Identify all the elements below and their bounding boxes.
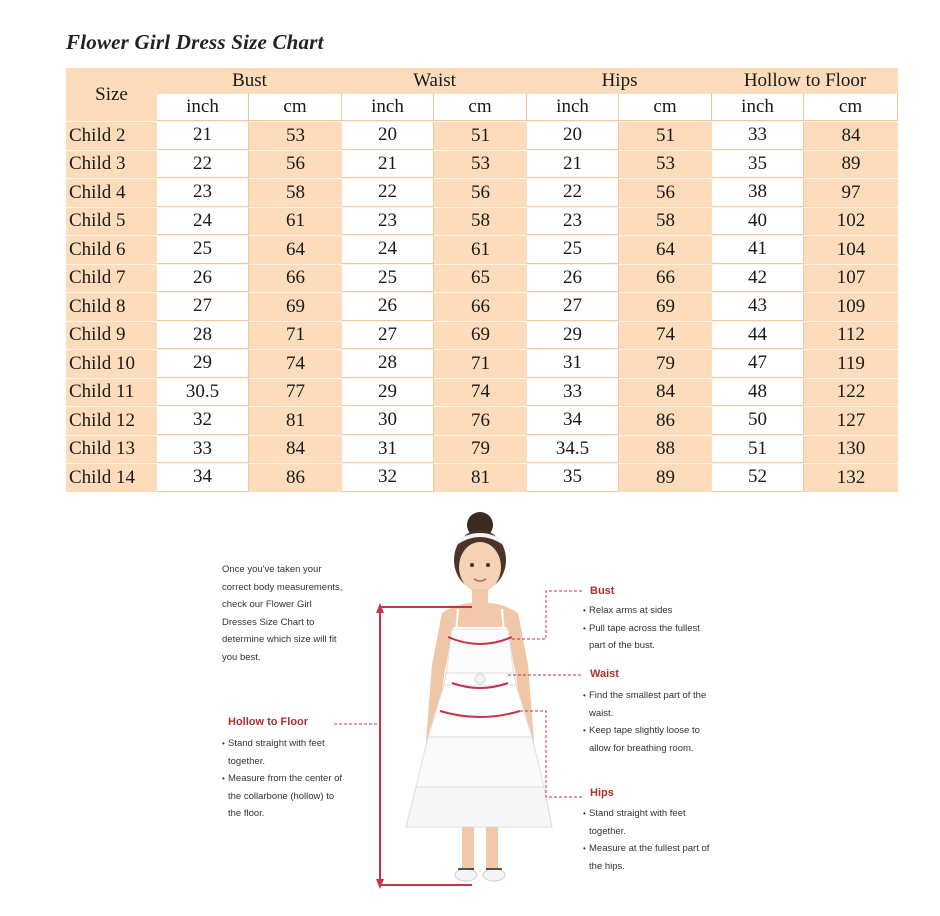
group-header-hollow-to-floor: Hollow to Floor bbox=[743, 70, 867, 91]
hips-inch-cell: 34 bbox=[527, 406, 619, 435]
table-row bbox=[66, 235, 898, 264]
hips-inch-cell: 27 bbox=[527, 292, 619, 321]
chart-title: Flower Girl Dress Size Chart bbox=[66, 30, 324, 54]
bust-inch-cell: 29 bbox=[157, 349, 249, 378]
hollow-to-floor-inch-cell: 38 bbox=[712, 178, 804, 207]
bust-inch-cell: 34 bbox=[157, 463, 249, 492]
table-row bbox=[66, 406, 898, 435]
bust-inch-cell: 21 bbox=[157, 121, 249, 150]
hips-heading: Hips bbox=[590, 787, 614, 799]
bust-inch-cell: 26 bbox=[157, 264, 249, 293]
table-row bbox=[66, 121, 898, 150]
intro-text: Once you've taken your correct body measurements, check our Flower Girl Dresses Size Chart to determine which size will fit you best. bbox=[222, 564, 343, 663]
hollow-to-floor-inch-cell: 35 bbox=[712, 150, 804, 179]
hips-inch-cell: 23 bbox=[527, 207, 619, 236]
size-label: Child 5 bbox=[66, 207, 157, 236]
hollow-to-floor-cm-cell: 119 bbox=[804, 349, 898, 378]
bust-inch-cell: 24 bbox=[157, 207, 249, 236]
waist-cm-cell: 79 bbox=[434, 435, 527, 464]
size-label: Child 2 bbox=[66, 121, 157, 150]
unit-header-cm: cm bbox=[249, 94, 342, 121]
size-label: Child 8 bbox=[66, 292, 157, 321]
bust-cm-cell: 81 bbox=[249, 406, 342, 435]
hollow-to-floor-inch-cell: 47 bbox=[712, 349, 804, 378]
size-label: Child 7 bbox=[66, 264, 157, 293]
hips-cm-cell: 69 bbox=[619, 292, 712, 321]
hips-inch-cell: 22 bbox=[527, 178, 619, 207]
hips-inch-cell: 34.5 bbox=[527, 435, 619, 464]
bust-cm-cell: 56 bbox=[249, 150, 342, 179]
bust-inch-cell: 28 bbox=[157, 321, 249, 350]
table-row bbox=[66, 207, 898, 236]
size-label: Child 6 bbox=[66, 235, 157, 264]
bust-cm-cell: 64 bbox=[249, 235, 342, 264]
unit-header-cm: cm bbox=[804, 94, 898, 121]
hips-cm-cell: 84 bbox=[619, 378, 712, 407]
hips-inch-cell: 33 bbox=[527, 378, 619, 407]
bust-inch-cell: 30.5 bbox=[157, 378, 249, 407]
size-label: Child 4 bbox=[66, 178, 157, 207]
waist-cm-cell: 65 bbox=[434, 264, 527, 293]
unit-header-inch: inch bbox=[712, 94, 804, 121]
waist-inch-cell: 27 bbox=[342, 321, 434, 350]
group-header-hips: Hips bbox=[601, 70, 638, 91]
waist-cm-cell: 56 bbox=[434, 178, 527, 207]
group-header-waist: Waist bbox=[413, 70, 456, 91]
bust-cm-cell: 66 bbox=[249, 264, 342, 293]
bust-cm-cell: 77 bbox=[249, 378, 342, 407]
hollow-to-floor-inch-cell: 43 bbox=[712, 292, 804, 321]
hips-cm-cell: 79 bbox=[619, 349, 712, 378]
bust-inch-cell: 32 bbox=[157, 406, 249, 435]
unit-header-inch: inch bbox=[157, 94, 249, 121]
table-row bbox=[66, 178, 898, 207]
hollow-to-floor-inch-cell: 51 bbox=[712, 435, 804, 464]
measurement-guide bbox=[210, 505, 760, 905]
waist-cm-cell: 51 bbox=[434, 121, 527, 150]
hips-cm-cell: 56 bbox=[619, 178, 712, 207]
girl-figure bbox=[406, 512, 552, 881]
hips-cm-cell: 51 bbox=[619, 121, 712, 150]
hollow-to-floor-cm-cell: 89 bbox=[804, 150, 898, 179]
waist-cm-cell: 61 bbox=[434, 235, 527, 264]
waist-inch-cell: 24 bbox=[342, 235, 434, 264]
hollow-to-floor-heading: Hollow to Floor bbox=[228, 716, 309, 728]
waist-cm-cell: 53 bbox=[434, 150, 527, 179]
waist-cm-cell: 74 bbox=[434, 378, 527, 407]
hollow-to-floor-inch-cell: 44 bbox=[712, 321, 804, 350]
table-row bbox=[66, 264, 898, 293]
waist-inch-cell: 25 bbox=[342, 264, 434, 293]
bust-inch-cell: 23 bbox=[157, 178, 249, 207]
size-label: Child 13 bbox=[66, 435, 157, 464]
hips-cm-cell: 89 bbox=[619, 463, 712, 492]
hips-inch-cell: 35 bbox=[527, 463, 619, 492]
bust-cm-cell: 74 bbox=[249, 349, 342, 378]
table-row bbox=[66, 150, 898, 179]
waist-inch-cell: 26 bbox=[342, 292, 434, 321]
bust-cm-cell: 84 bbox=[249, 435, 342, 464]
hollow-to-floor-cm-cell: 102 bbox=[804, 207, 898, 236]
hips-cm-cell: 64 bbox=[619, 235, 712, 264]
hollow-to-floor-cm-cell: 130 bbox=[804, 435, 898, 464]
bust-inch-cell: 25 bbox=[157, 235, 249, 264]
size-label: Child 11 bbox=[66, 378, 157, 407]
waist-inch-cell: 30 bbox=[342, 406, 434, 435]
waist-cm-cell: 69 bbox=[434, 321, 527, 350]
hollow-to-floor-instructions: • Stand straight with feet together. • Measure from the center of the collarbone (hollow) to the floor. bbox=[222, 735, 382, 823]
hollow-to-floor-cm-cell: 127 bbox=[804, 406, 898, 435]
unit-header-inch: inch bbox=[342, 94, 434, 121]
waist-inch-cell: 28 bbox=[342, 349, 434, 378]
table-row bbox=[66, 463, 898, 492]
size-chart-table bbox=[66, 68, 898, 492]
bust-cm-cell: 58 bbox=[249, 178, 342, 207]
waist-inch-cell: 29 bbox=[342, 378, 434, 407]
group-header-bust: Bust bbox=[232, 70, 267, 91]
waist-cm-cell: 76 bbox=[434, 406, 527, 435]
hips-cm-cell: 66 bbox=[619, 264, 712, 293]
hips-cm-cell: 86 bbox=[619, 406, 712, 435]
waist-heading: Waist bbox=[590, 668, 619, 680]
waist-inch-cell: 20 bbox=[342, 121, 434, 150]
size-column-header: Size bbox=[95, 83, 128, 105]
hips-cm-cell: 53 bbox=[619, 150, 712, 179]
bust-cm-cell: 86 bbox=[249, 463, 342, 492]
bust-inch-cell: 22 bbox=[157, 150, 249, 179]
table-row bbox=[66, 321, 898, 350]
hollow-to-floor-cm-cell: 104 bbox=[804, 235, 898, 264]
unit-header-cm: cm bbox=[619, 94, 712, 121]
size-label: Child 12 bbox=[66, 406, 157, 435]
hollow-to-floor-inch-cell: 48 bbox=[712, 378, 804, 407]
hips-inch-cell: 31 bbox=[527, 349, 619, 378]
waist-inch-cell: 32 bbox=[342, 463, 434, 492]
hips-cm-cell: 74 bbox=[619, 321, 712, 350]
waist-cm-cell: 66 bbox=[434, 292, 527, 321]
hips-inch-cell: 25 bbox=[527, 235, 619, 264]
unit-header-inch: inch bbox=[527, 94, 619, 121]
hollow-to-floor-inch-cell: 52 bbox=[712, 463, 804, 492]
table-row bbox=[66, 292, 898, 321]
size-label: Child 3 bbox=[66, 150, 157, 179]
waist-cm-cell: 58 bbox=[434, 207, 527, 236]
table-row bbox=[66, 435, 898, 464]
bust-cm-cell: 71 bbox=[249, 321, 342, 350]
hollow-to-floor-inch-cell: 50 bbox=[712, 406, 804, 435]
unit-header-cm: cm bbox=[434, 94, 527, 121]
hollow-to-floor-cm-cell: 109 bbox=[804, 292, 898, 321]
hollow-to-floor-inch-cell: 33 bbox=[712, 121, 804, 150]
bust-inch-cell: 27 bbox=[157, 292, 249, 321]
hips-cm-cell: 58 bbox=[619, 207, 712, 236]
hips-inch-cell: 20 bbox=[527, 121, 619, 150]
hollow-to-floor-cm-cell: 84 bbox=[804, 121, 898, 150]
bust-cm-cell: 69 bbox=[249, 292, 342, 321]
waist-instructions: • Find the smallest part of the waist. • Keep tape slightly loose to allow for breathing room. bbox=[583, 687, 753, 757]
hollow-to-floor-inch-cell: 41 bbox=[712, 235, 804, 264]
bust-cm-cell: 61 bbox=[249, 207, 342, 236]
waist-inch-cell: 23 bbox=[342, 207, 434, 236]
hips-cm-cell: 88 bbox=[619, 435, 712, 464]
table-row bbox=[66, 378, 898, 407]
waist-cm-cell: 81 bbox=[434, 463, 527, 492]
hollow-to-floor-inch-cell: 42 bbox=[712, 264, 804, 293]
waist-inch-cell: 31 bbox=[342, 435, 434, 464]
waist-inch-cell: 21 bbox=[342, 150, 434, 179]
bust-heading: Bust bbox=[590, 585, 615, 597]
hips-inch-cell: 29 bbox=[527, 321, 619, 350]
hollow-to-floor-cm-cell: 107 bbox=[804, 264, 898, 293]
hollow-to-floor-inch-cell: 40 bbox=[712, 207, 804, 236]
hollow-to-floor-cm-cell: 122 bbox=[804, 378, 898, 407]
bust-cm-cell: 53 bbox=[249, 121, 342, 150]
hips-instructions: • Stand straight with feet together. • Measure at the fullest part of the hips. bbox=[583, 805, 753, 875]
hollow-to-floor-cm-cell: 112 bbox=[804, 321, 898, 350]
waist-inch-cell: 22 bbox=[342, 178, 434, 207]
hollow-to-floor-cm-cell: 132 bbox=[804, 463, 898, 492]
size-label: Child 10 bbox=[66, 349, 157, 378]
size-label: Child 14 bbox=[66, 463, 157, 492]
hips-inch-cell: 21 bbox=[527, 150, 619, 179]
size-label: Child 9 bbox=[66, 321, 157, 350]
waist-cm-cell: 71 bbox=[434, 349, 527, 378]
bust-instructions: • Relax arms at sides • Pull tape across the fullest part of the bust. bbox=[583, 602, 753, 655]
table-row bbox=[66, 349, 898, 378]
hips-inch-cell: 26 bbox=[527, 264, 619, 293]
bust-inch-cell: 33 bbox=[157, 435, 249, 464]
hollow-to-floor-cm-cell: 97 bbox=[804, 178, 898, 207]
